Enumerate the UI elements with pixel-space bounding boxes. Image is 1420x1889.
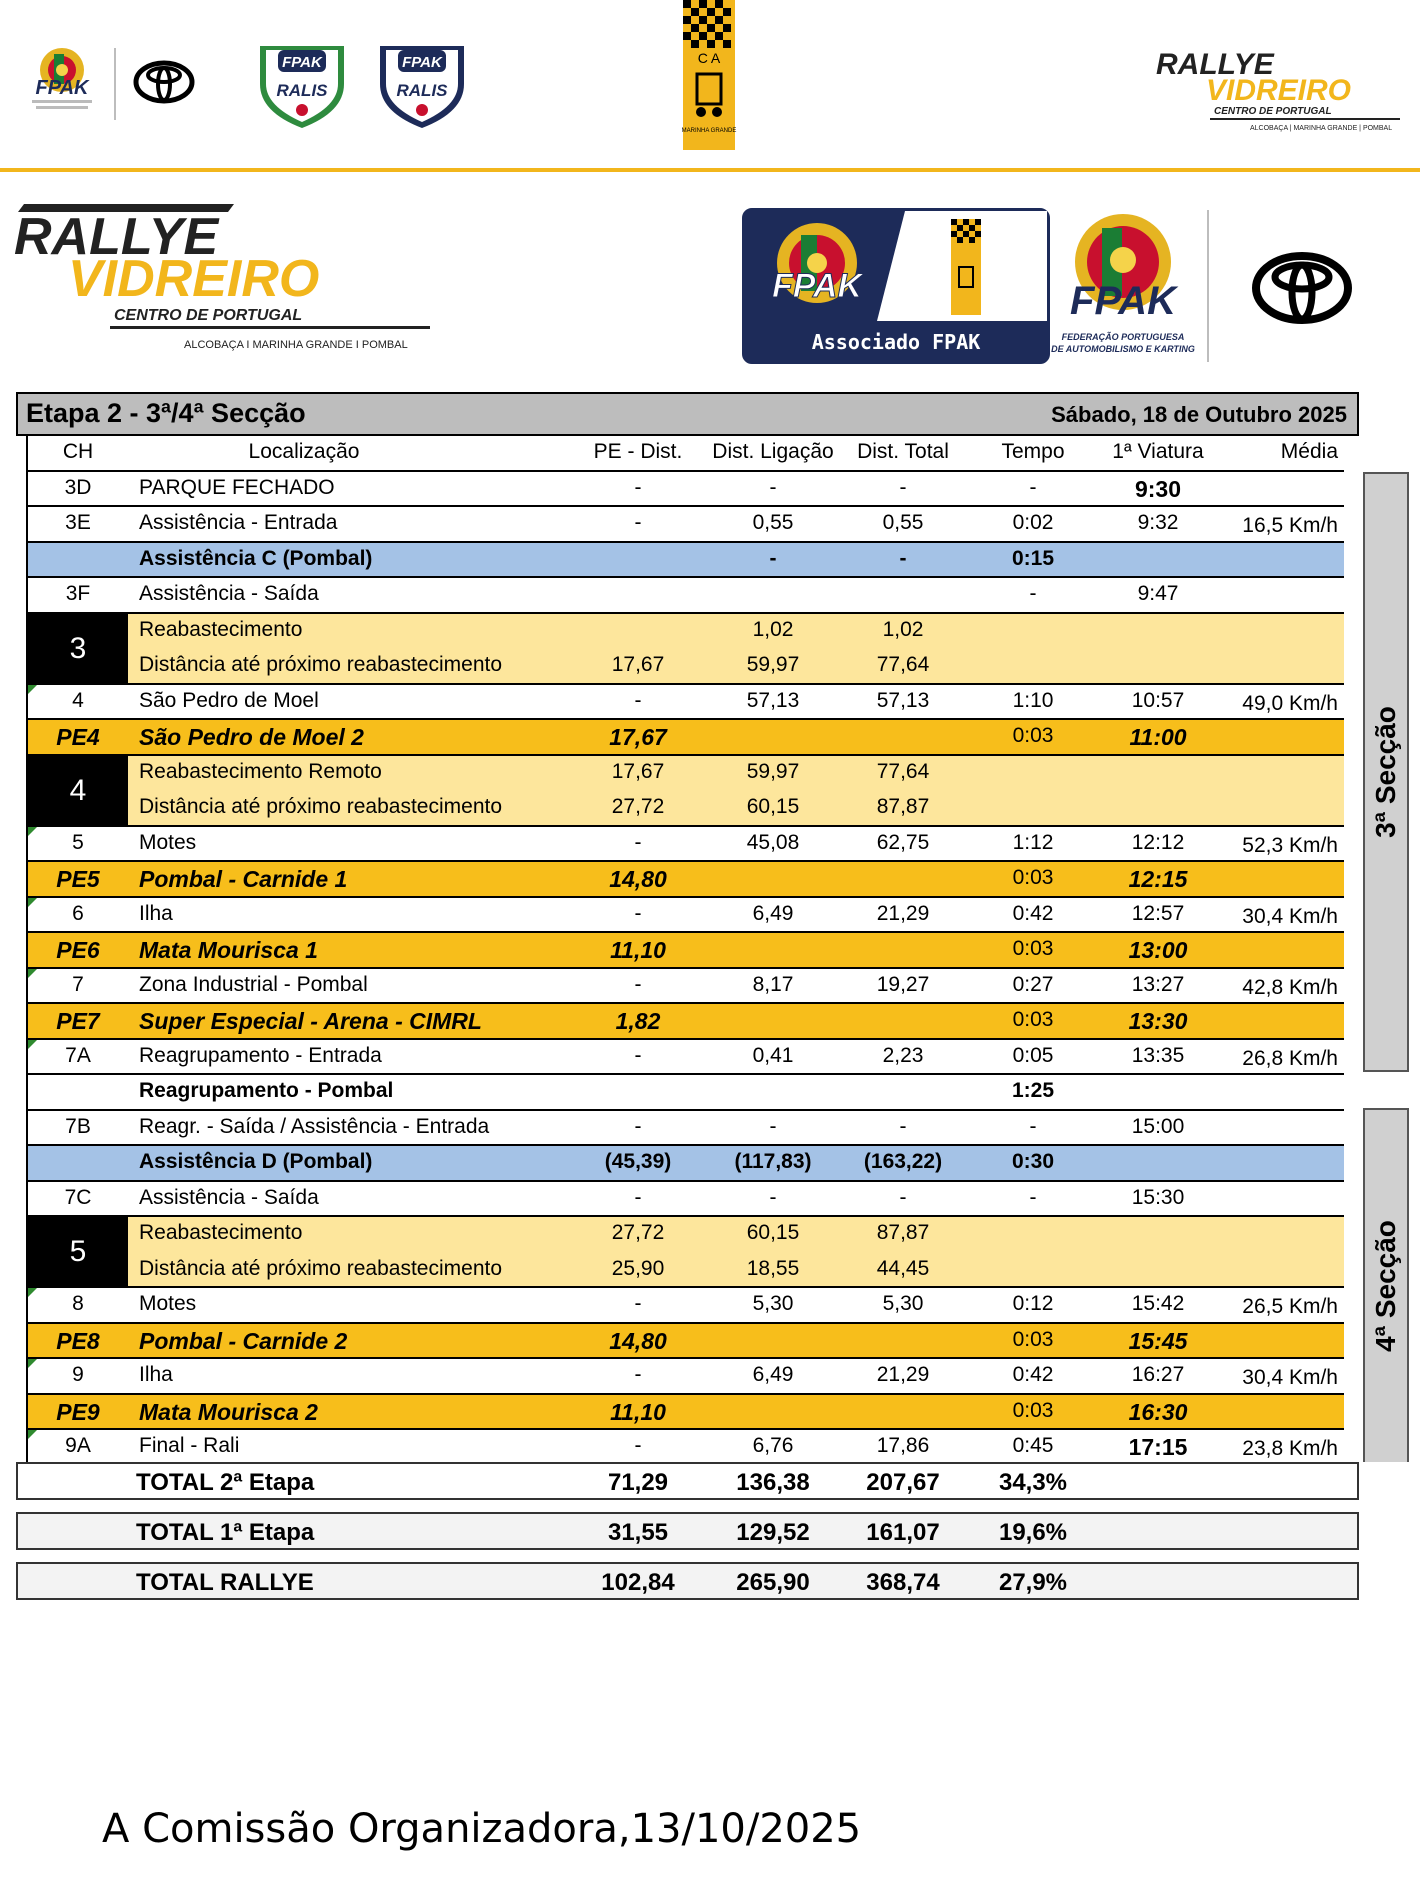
divider	[1207, 210, 1209, 362]
cell-ch: 9	[72, 1363, 84, 1386]
table-row	[26, 898, 1344, 934]
cell-loc: Assistência D (Pombal)	[139, 1150, 373, 1173]
total-tot: 368,74	[866, 1569, 940, 1596]
cell-tot: 77,64	[876, 759, 930, 783]
cell-lig: 6,76	[752, 1434, 794, 1457]
cell-tot: -	[899, 1185, 907, 1209]
refuel-zone-number: 4	[28, 756, 128, 825]
cell-lig: 5,30	[752, 1292, 794, 1315]
col-pe-dist: PE - Dist.	[593, 440, 683, 463]
table-row	[26, 614, 1344, 650]
shield2-text: RALIS	[396, 81, 448, 100]
cell-med: 16,5 Km/h	[1242, 514, 1338, 537]
cell-ch: 4	[72, 688, 84, 712]
cell-lig: 57,13	[746, 688, 800, 712]
cell-via: 16:27	[1131, 1363, 1185, 1386]
divider	[114, 48, 116, 120]
cell-via: 10:57	[1131, 688, 1185, 712]
cell-lig: -	[769, 475, 777, 499]
total-lig: 265,90	[736, 1569, 810, 1596]
table-row	[26, 1359, 1344, 1395]
green-corner-marker	[28, 1288, 37, 1297]
cell-loc: São Pedro de Moel	[139, 688, 319, 712]
cell-pe: -	[634, 1434, 642, 1457]
table-row	[26, 578, 1344, 614]
table-row	[26, 1324, 1344, 1360]
clube-automovel-marinha-grande-logo	[683, 0, 735, 150]
cell-pe: 11,10	[610, 1398, 666, 1425]
cell-lig: 1,02	[752, 617, 794, 641]
svg-text:FPAK: FPAK	[282, 54, 322, 71]
total-tot: 207,67	[866, 1469, 940, 1496]
campeonato-premio-ralis-shield	[372, 40, 472, 130]
cell-ch: 3F	[65, 582, 91, 605]
cell-loc: Mata Mourisca 1	[139, 937, 318, 963]
cell-ch: PE7	[56, 1008, 100, 1034]
cell-via: 16:30	[1128, 1398, 1188, 1425]
checker-small-text: MARINHA GRANDE	[681, 128, 737, 134]
cell-lig: 8,17	[752, 972, 794, 996]
cell-tot: 1,02	[882, 617, 924, 641]
cell-lig: 0,41	[752, 1043, 794, 1067]
cell-tot: 5,30	[882, 1292, 924, 1315]
cell-loc: Super Especial - Arena - CIMRL	[139, 1008, 482, 1034]
cell-tmp: 1:25	[1011, 1079, 1055, 1102]
rv-small-line3: CENTRO DE PORTUGAL	[1214, 106, 1332, 117]
cell-lig: -	[769, 1114, 777, 1138]
cell-pe: 17,67	[611, 759, 665, 783]
cell-loc: PARQUE FECHADO	[139, 475, 335, 499]
table-row	[26, 827, 1344, 863]
cell-ch: 7	[72, 972, 84, 996]
cell-pe: 11,10	[610, 937, 666, 963]
cell-ch: 3E	[65, 511, 91, 534]
cell-loc: Assistência C (Pombal)	[139, 546, 373, 570]
cell-pe: 17,67	[609, 724, 667, 750]
cell-loc: Mata Mourisca 2	[139, 1398, 318, 1425]
total-label: TOTAL 2ª Etapa	[136, 1469, 315, 1496]
col-1a-viatura: 1ª Viatura	[1112, 440, 1204, 463]
toyota-logo-large	[1250, 250, 1354, 326]
green-corner-marker	[28, 1359, 37, 1368]
table-row	[26, 1395, 1344, 1431]
cell-pe: -	[634, 1114, 642, 1138]
cell-loc: Reabastecimento	[139, 1221, 303, 1244]
cell-loc: Pombal - Carnide 1	[139, 866, 348, 892]
table-row	[26, 1111, 1344, 1147]
cell-via: 9:47	[1137, 582, 1179, 605]
table-row	[26, 933, 1344, 969]
cell-via: 17:15	[1128, 1434, 1188, 1460]
cell-med: 26,8 Km/h	[1242, 1046, 1338, 1070]
cell-ch: PE6	[56, 937, 100, 963]
section-4-label	[1363, 1108, 1409, 1462]
cell-tmp: 0:03	[1012, 724, 1054, 747]
top-logo-bar	[0, 0, 1420, 170]
cell-tmp: 0:03	[1012, 866, 1054, 889]
cell-ch: 3D	[64, 475, 92, 499]
cell-pe: -	[634, 901, 642, 925]
cell-tot: 0,55	[882, 511, 924, 534]
cell-via: 13:30	[1128, 1008, 1188, 1034]
table-row	[26, 543, 1344, 579]
cell-loc: Ilha	[139, 1363, 173, 1386]
table-title: Etapa 2 - 3ª/4ª Secção	[26, 398, 306, 428]
green-corner-marker	[28, 898, 37, 907]
fpak-logo-small	[26, 44, 98, 120]
cell-via: 12:57	[1131, 901, 1185, 925]
table-row	[26, 756, 1344, 792]
table-row	[26, 472, 1344, 508]
cell-tmp: 0:15	[1011, 546, 1055, 570]
assoc-label: Associado FPAK	[811, 330, 981, 354]
cell-loc: Assistência - Saída	[139, 1185, 319, 1209]
green-corner-marker	[28, 685, 37, 694]
table-row	[26, 1075, 1344, 1111]
column-header-row	[26, 436, 1344, 472]
cell-tot: -	[899, 1114, 907, 1138]
table-row	[26, 1430, 1344, 1466]
cell-via: 15:42	[1131, 1292, 1185, 1315]
header-gold-line	[0, 168, 1420, 172]
cell-loc: Pombal - Carnide 2	[139, 1327, 348, 1354]
green-corner-marker	[28, 827, 37, 836]
section-4-text: 4ª Secção	[1370, 1220, 1401, 1352]
cell-lig: 18,55	[746, 1256, 800, 1280]
cell-tot: 19,27	[876, 972, 930, 996]
rv-big-line1: RALLYE	[14, 208, 219, 266]
table-row	[26, 791, 1344, 827]
cell-tot: 87,87	[876, 1221, 930, 1244]
svg-text:FPAK: FPAK	[402, 54, 442, 71]
cell-lig: -	[769, 1185, 777, 1209]
cell-tot: 17,86	[876, 1434, 930, 1457]
table-title-bar	[16, 392, 1359, 436]
rv-small-line1: RALLYE	[1156, 48, 1274, 81]
cell-via: 15:45	[1128, 1327, 1188, 1354]
cell-via: 12:15	[1128, 866, 1188, 892]
table-row	[26, 1182, 1344, 1218]
cell-pe: (45,39)	[604, 1150, 672, 1173]
cell-tmp: 0:27	[1012, 972, 1054, 996]
cell-pe: 25,90	[611, 1256, 665, 1280]
col-localizacao: Localização	[248, 440, 360, 463]
green-corner-marker	[28, 1430, 37, 1439]
total-lig: 129,52	[736, 1519, 810, 1546]
cell-tot: 2,23	[882, 1043, 924, 1067]
cell-tmp: 0:42	[1012, 901, 1054, 925]
cell-tmp: -	[1029, 475, 1037, 499]
refuel-zone-number: 3	[28, 614, 128, 683]
total-row-rallye	[16, 1562, 1359, 1600]
cell-ch: 7B	[65, 1114, 91, 1138]
table-row	[26, 649, 1344, 685]
col-tempo: Tempo	[1001, 440, 1065, 463]
total-pe: 102,84	[601, 1569, 675, 1596]
cell-lig: -	[769, 546, 777, 570]
fpak-big-caption2: DE AUTOMOBILISMO E KARTING	[1051, 344, 1195, 354]
cell-med: 30,4 Km/h	[1242, 904, 1338, 928]
rv-small-line2: VIDREIRO	[1206, 74, 1352, 107]
cell-via: 15:30	[1131, 1185, 1185, 1209]
total-row-etapa1	[16, 1512, 1359, 1550]
cell-pe: 17,67	[611, 653, 665, 676]
cell-loc: Reagrupamento - Entrada	[139, 1043, 382, 1067]
total-label: TOTAL RALLYE	[136, 1569, 314, 1596]
rv-big-line3: CENTRO DE PORTUGAL	[114, 307, 303, 324]
cell-lig: 6,49	[752, 901, 794, 925]
cell-pe: -	[634, 1043, 642, 1067]
cell-tmp: -	[1029, 1185, 1037, 1209]
cell-tot: 77,64	[876, 653, 930, 676]
table-row	[26, 1004, 1344, 1040]
table-date: Sábado, 18 de Outubro 2025	[1051, 402, 1347, 427]
cell-loc: Distância até próximo reabastecimento	[139, 795, 503, 818]
cell-via: 13:27	[1131, 972, 1185, 996]
fpak-big-caption1: FEDERAÇÃO PORTUGUESA	[1061, 332, 1185, 342]
cell-pe: 14,80	[609, 866, 667, 892]
cell-tot: (163,22)	[863, 1150, 943, 1173]
checker-letters: C A	[697, 50, 721, 66]
cell-via: 15:00	[1131, 1114, 1185, 1138]
cell-loc: Assistência - Saída	[139, 582, 319, 605]
campeonato-ralis-shield	[252, 40, 352, 130]
col-dist-total: Dist. Total	[857, 440, 949, 463]
cell-via: 11:00	[1129, 724, 1187, 750]
cell-med: 42,8 Km/h	[1242, 975, 1338, 999]
total-row-etapa2	[16, 1462, 1359, 1500]
cell-loc: Distância até próximo reabastecimento	[139, 1256, 503, 1280]
cell-tot: -	[899, 546, 907, 570]
cell-tmp: 1:10	[1012, 688, 1054, 712]
fpak-logo-large	[1051, 210, 1195, 362]
rv-small-line4: ALCOBAÇA | MARINHA GRANDE | POMBAL	[1250, 125, 1393, 132]
cell-tot: 21,29	[876, 1363, 930, 1386]
table-row	[26, 1146, 1344, 1182]
cell-pe: -	[634, 511, 642, 534]
cell-loc: Reagr. - Saída / Assistência - Entrada	[139, 1114, 490, 1138]
cell-ch: 6	[72, 901, 84, 925]
cell-ch: PE9	[56, 1398, 100, 1425]
table-row	[26, 685, 1344, 721]
shield1-text: RALIS	[276, 81, 328, 100]
col-media: Média	[1280, 440, 1338, 463]
cell-via: 13:35	[1131, 1043, 1185, 1067]
cell-tot: 57,13	[876, 688, 930, 712]
cell-via: 9:30	[1134, 475, 1182, 502]
rv-big-line4: ALCOBAÇA I MARINHA GRANDE I POMBAL	[184, 339, 408, 351]
cell-ch: PE4	[56, 724, 100, 750]
col-dist-ligacao: Dist. Ligação	[712, 440, 834, 463]
cell-tot: 62,75	[876, 830, 930, 854]
total-pe: 31,55	[607, 1519, 669, 1546]
total-lig: 136,38	[736, 1469, 810, 1496]
cell-tmp: 0:02	[1012, 511, 1054, 534]
cell-tmp: 0:03	[1012, 1327, 1054, 1351]
cell-tmp: 0:42	[1012, 1363, 1054, 1386]
cell-loc: Ilha	[139, 901, 173, 925]
total-label: TOTAL 1ª Etapa	[136, 1519, 315, 1546]
cell-med: 23,8 Km/h	[1242, 1437, 1338, 1460]
toyota-logo-small	[132, 58, 196, 106]
total-pct: 34,3%	[998, 1469, 1068, 1496]
cell-med: 52,3 Km/h	[1242, 833, 1338, 857]
rallye-vidreiro-logo-small	[1150, 48, 1420, 138]
associado-fpak-badge	[742, 208, 1050, 364]
cell-ch: 9A	[65, 1434, 91, 1457]
cell-tmp: 0:03	[1012, 937, 1054, 960]
section-3-label	[1363, 472, 1409, 1072]
cell-ch: 7C	[64, 1185, 92, 1209]
cell-ch: 8	[72, 1292, 84, 1315]
cell-pe: 27,72	[611, 1221, 665, 1244]
cell-tmp: 0:03	[1012, 1398, 1054, 1422]
cell-lig: 60,15	[746, 1221, 800, 1244]
cell-tmp: -	[1029, 1114, 1037, 1138]
table-row	[26, 862, 1344, 898]
cell-tmp: -	[1029, 582, 1037, 605]
cell-tmp: 0:30	[1011, 1150, 1055, 1173]
cell-ch: PE8	[56, 1327, 100, 1354]
cell-pe: -	[634, 1185, 642, 1209]
cell-ch: PE5	[56, 866, 100, 892]
total-pct: 19,6%	[998, 1519, 1068, 1546]
cell-tot: 44,45	[876, 1256, 930, 1280]
fpak-big-text: FPAK	[1070, 279, 1176, 323]
cell-pe: -	[634, 1363, 642, 1386]
footer-signature: A Comissão Organizadora,13/10/2025	[102, 1806, 862, 1852]
cell-pe: -	[634, 475, 642, 499]
cell-tmp: 0:05	[1012, 1043, 1054, 1067]
green-corner-marker	[28, 1040, 37, 1049]
cell-lig: 6,49	[752, 1363, 794, 1386]
cell-loc: Reabastecimento	[139, 617, 303, 641]
cell-med: 26,5 Km/h	[1242, 1295, 1338, 1318]
total-tot: 161,07	[866, 1519, 940, 1546]
cell-tmp: 0:03	[1012, 1008, 1054, 1031]
cell-lig: 59,97	[746, 653, 800, 676]
cell-pe: 27,72	[611, 795, 665, 818]
cell-loc: Zona Industrial - Pombal	[139, 972, 368, 996]
fpak-small-text: FPAK	[35, 77, 89, 99]
cell-loc: Final - Rali	[139, 1434, 240, 1457]
cell-lig: 45,08	[746, 830, 800, 854]
cell-loc: São Pedro de Moel 2	[139, 724, 364, 750]
cell-lig: 59,97	[746, 759, 800, 783]
col-ch: CH	[62, 440, 94, 463]
table-row	[26, 1253, 1344, 1289]
cell-lig: 0,55	[752, 511, 794, 534]
cell-loc: Reabastecimento Remoto	[139, 759, 382, 783]
cell-pe: 14,80	[609, 1327, 667, 1354]
cell-pe: 1,82	[615, 1008, 661, 1034]
cell-pe: -	[634, 688, 642, 712]
table-row	[26, 1288, 1344, 1324]
cell-loc: Motes	[139, 830, 197, 854]
table-row	[26, 507, 1344, 543]
cell-loc: Distância até próximo reabastecimento	[139, 653, 503, 676]
cell-via: 9:32	[1137, 511, 1179, 534]
cell-loc: Assistência - Entrada	[139, 511, 338, 534]
total-pct: 27,9%	[998, 1569, 1068, 1596]
cell-ch: 7A	[65, 1043, 91, 1067]
cell-med: 49,0 Km/h	[1242, 691, 1338, 715]
table-row	[26, 969, 1344, 1005]
cell-loc: Reagrupamento - Pombal	[139, 1079, 394, 1102]
section-3-text: 3ª Secção	[1370, 706, 1401, 838]
cell-ch: 5	[72, 830, 84, 854]
cell-pe: -	[634, 972, 642, 996]
cell-lig: 60,15	[746, 795, 800, 818]
cell-via: 12:12	[1131, 830, 1185, 854]
cell-pe: -	[634, 1292, 642, 1315]
table-row	[26, 1217, 1344, 1253]
assoc-logo-text: FPAK	[771, 267, 863, 305]
cell-tmp: 0:45	[1012, 1434, 1054, 1457]
cell-tmp: 1:12	[1012, 830, 1054, 854]
cell-loc: Motes	[139, 1292, 197, 1315]
cell-tot: 21,29	[876, 901, 930, 925]
rallye-vidreiro-logo-large	[14, 204, 464, 354]
table-row	[26, 720, 1344, 756]
cell-tot: 87,87	[876, 795, 930, 818]
cell-tot: -	[899, 475, 907, 499]
rv-big-line2: VIDREIRO	[68, 250, 320, 308]
cell-lig: (117,83)	[734, 1150, 812, 1173]
cell-med: 30,4 Km/h	[1242, 1366, 1338, 1389]
table-row	[26, 1040, 1344, 1076]
cell-via: 13:00	[1128, 937, 1188, 963]
total-pe: 71,29	[607, 1469, 669, 1496]
cell-pe: -	[634, 830, 642, 854]
cell-tmp: 0:12	[1012, 1292, 1054, 1315]
refuel-zone-number: 5	[28, 1217, 128, 1286]
green-corner-marker	[28, 969, 37, 978]
